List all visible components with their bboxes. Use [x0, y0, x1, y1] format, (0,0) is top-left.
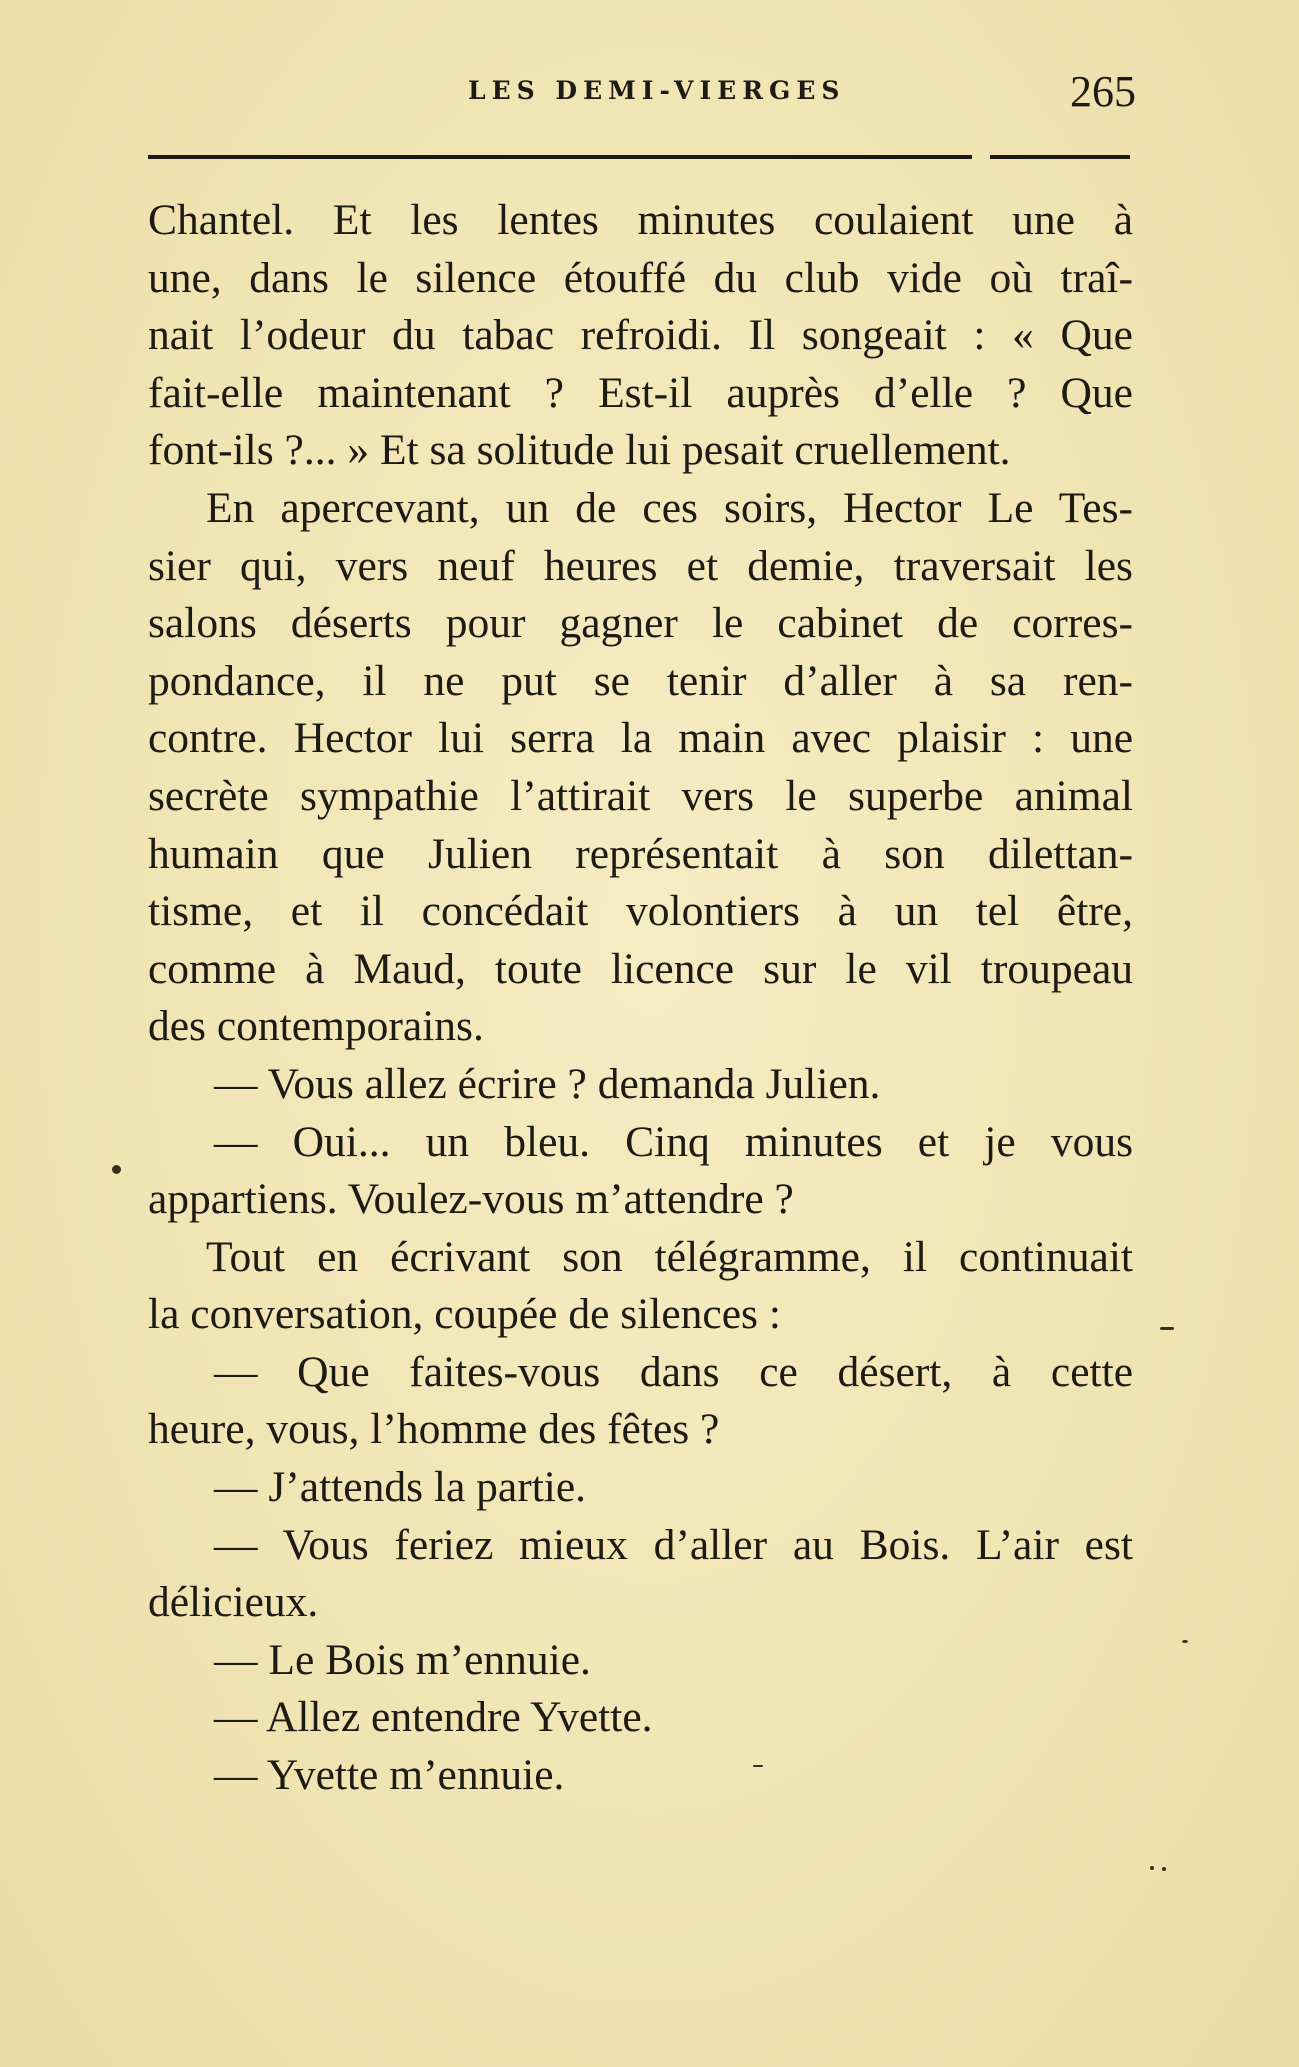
- ink-speck: [1160, 1327, 1174, 1330]
- dialogue-line: — Oui... un bleu. Cinq minutes et je vous: [214, 1117, 1133, 1166]
- text-line: des contemporains.: [148, 1002, 484, 1051]
- text-line: Chantel. Et les lentes minutes coulaient une à: [148, 196, 1133, 244]
- paragraph-start-line: En apercevant, un de ces soirs, Hector Le Tes-: [206, 483, 1133, 532]
- dialogue-line: — Vous feriez mieux d’aller au Bois. L’air est: [214, 1520, 1133, 1569]
- text-line: heure, vous, l’homme des fêtes ?: [148, 1405, 720, 1454]
- text-line: salons déserts pour gagner le cabinet de corres-: [148, 599, 1133, 648]
- dialogue-line: — J’attends la partie.: [214, 1463, 587, 1512]
- dialogue-line: — Yvette m’ennuie.: [214, 1751, 565, 1800]
- text-line: fait-elle maintenant ? Est-il auprès d’elle ? Que: [148, 368, 1133, 417]
- ink-speck: [1150, 1866, 1154, 1870]
- text-line: appartiens. Voulez-vous m’attendre ?: [148, 1175, 794, 1224]
- text-line: tisme, et il concédait volontiers à un tel être,: [148, 887, 1133, 936]
- text-line: la conversation, coupée de silences :: [148, 1290, 781, 1339]
- ink-speck: [753, 1765, 763, 1767]
- dialogue-line: — Allez entendre Yvette.: [214, 1693, 653, 1742]
- running-title: LES DEMI-VIERGES: [468, 76, 846, 105]
- text-line: nait l’odeur du tabac refroidi. Il songeait : « Que: [148, 311, 1133, 360]
- text-line: secrète sympathie l’attirait vers le superbe animal: [148, 771, 1133, 820]
- text-line: pondance, il ne put se tenir d’aller à sa ren-: [148, 656, 1133, 705]
- text-line: contre. Hector lui serra la main avec plaisir : une: [148, 714, 1133, 763]
- body-text: [148, 192, 1133, 1805]
- text-line: comme à Maud, toute licence sur le vil troupeau: [148, 944, 1133, 993]
- dialogue-line: — Que faites-vous dans ce désert, à cette: [214, 1347, 1133, 1396]
- text-line: sier qui, vers neuf heures et demie, traversait les: [148, 541, 1133, 590]
- text-line: délicieux.: [148, 1578, 319, 1627]
- header-rule-end: [990, 155, 1130, 159]
- text-line: humain que Julien représentait à son dilettan-: [148, 829, 1133, 878]
- ink-speck: [112, 1165, 121, 1174]
- dialogue-line: — Le Bois m’ennuie.: [214, 1635, 591, 1684]
- text-line: une, dans le silence étouffé du club vide où traî-: [148, 253, 1133, 302]
- paragraph-start-line: Tout en écrivant son télégramme, il continuait: [206, 1232, 1133, 1281]
- text-line: font-ils ?... » Et sa solitude lui pesait cruellement.: [148, 426, 1011, 475]
- ink-speck: [1162, 1867, 1166, 1871]
- dialogue-line: — Vous allez écrire ? demanda Julien.: [214, 1059, 881, 1108]
- ink-speck: [1182, 1640, 1188, 1643]
- header-rule: [148, 155, 972, 159]
- page-number: 265: [1070, 67, 1136, 116]
